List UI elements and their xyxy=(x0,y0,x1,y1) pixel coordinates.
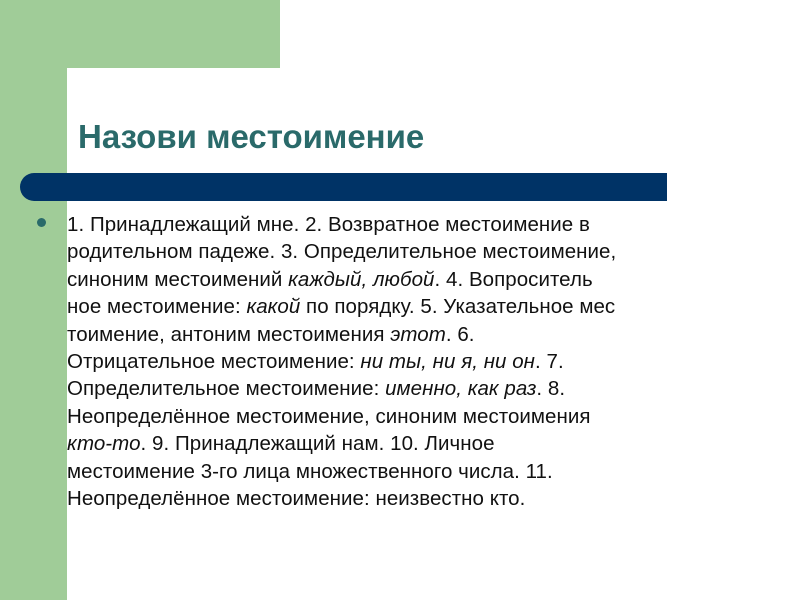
bullet-icon xyxy=(37,218,46,227)
body-line xyxy=(67,266,777,293)
body-italic-segment: кто-то xyxy=(67,432,141,456)
body-segment: родительном падеже. 3. Определительное местоимение, xyxy=(67,240,617,264)
body-segment: . 8. xyxy=(536,377,566,401)
body-line xyxy=(67,321,777,348)
body-italic-segment: ни ты, ни я, ни он xyxy=(360,350,535,374)
body-segment: ное местоимение: xyxy=(67,295,247,319)
body-line xyxy=(67,485,777,512)
body-line xyxy=(67,348,777,375)
body-segment: синоним местоимений xyxy=(67,267,289,291)
body-segment: . 6. xyxy=(445,322,475,346)
green-top-panel xyxy=(0,0,280,68)
body-segment: . 9. Принадлежащий нам. 10. Личное xyxy=(140,432,495,456)
body-line xyxy=(67,293,777,320)
body-segment: . 4. Вопроситель xyxy=(434,267,593,291)
body-line xyxy=(67,403,777,430)
slide-body-text xyxy=(67,211,777,512)
body-italic-segment: именно, как раз xyxy=(385,377,537,401)
body-segment: Неопределённое местоимение, синоним местоимения xyxy=(67,404,591,428)
body-italic-segment: этот xyxy=(390,322,446,346)
body-segment: Определительное местоимение: xyxy=(67,377,386,401)
green-side-panel xyxy=(0,0,67,600)
body-segment: по порядку. 5. Указательное мес xyxy=(300,295,616,319)
body-line xyxy=(67,211,777,238)
body-line xyxy=(67,238,777,265)
body-segment: . 7. xyxy=(535,350,564,374)
body-segment: Отрицательное местоимение: xyxy=(67,350,361,374)
body-line xyxy=(67,375,777,402)
body-line xyxy=(67,430,777,457)
body-segment: Неопределённое местоимение: неизвестно кто. xyxy=(67,487,526,511)
body-line xyxy=(67,458,777,485)
body-segment: местоимение 3-го лица множественного числа. 11. xyxy=(67,459,553,483)
body-italic-segment: какой xyxy=(246,295,301,319)
body-segment: тоимение, антоним местоимения xyxy=(67,322,391,346)
body-italic-segment: каждый, любой xyxy=(288,267,435,291)
body-segment: 1. Принадлежащий мне. 2. Возвратное местоимение в xyxy=(67,213,590,236)
slide-title: Назови местоимение xyxy=(78,118,425,155)
title-underline-bar xyxy=(20,173,667,201)
